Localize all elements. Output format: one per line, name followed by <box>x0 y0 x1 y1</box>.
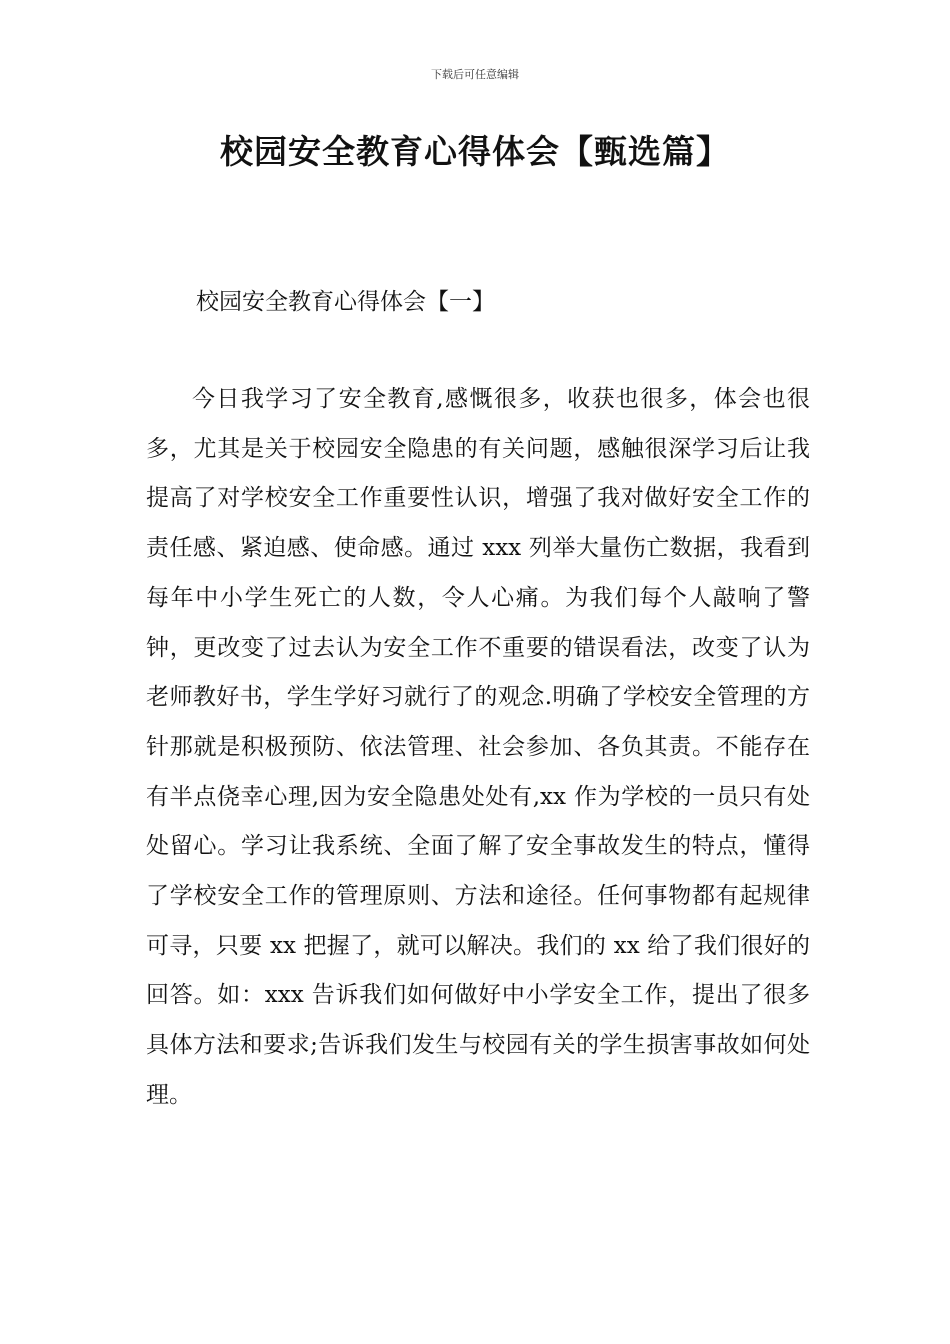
section-heading: 校园安全教育心得体会【一】 <box>196 289 495 315</box>
document-title: 校园安全教育心得体会【甄选篇】 <box>220 132 730 171</box>
body-paragraph: 今日我学习了安全教育,感慨很多，收获也很多，体会也很多，尤其是关于校园安全隐患的有关问题，感触很深学习后让我提高了对学校安全工作重要性认识，增强了我对做好安全工作的责任感、紧迫感、使命感。通过 xxx 列举大量伤亡数据，我看到每年中小学生死亡的人数，令人心痛。为我们每个人敲响了警钟，更改变了过去认为安全工作不重要的错误看法，改变了认为老师教好书，学生学好习就行了的观念.明确了学校安全管理的方针那就是积极预防、依法管理、社会参加、各负其责。不能存在有半点侥幸心理,因为安全隐患处处有,xx 作为学校的一员只有处处留心。学习让我系统、全面了解了安全事故发生的特点，懂得了学校安全工作的管理原则、方法和途径。任何事物都有起规律可寻，只要 xx 把握了，就可以解决。我们的 xx 给了我们很好的回答。如：xxx 告诉我们如何做好中小学安全工作，提出了很多具体方法和要求;告诉我们发生与校园有关的学生损害事故如何处理。 <box>146 386 810 1108</box>
header-note: 下载后可任意编辑 <box>431 68 519 81</box>
